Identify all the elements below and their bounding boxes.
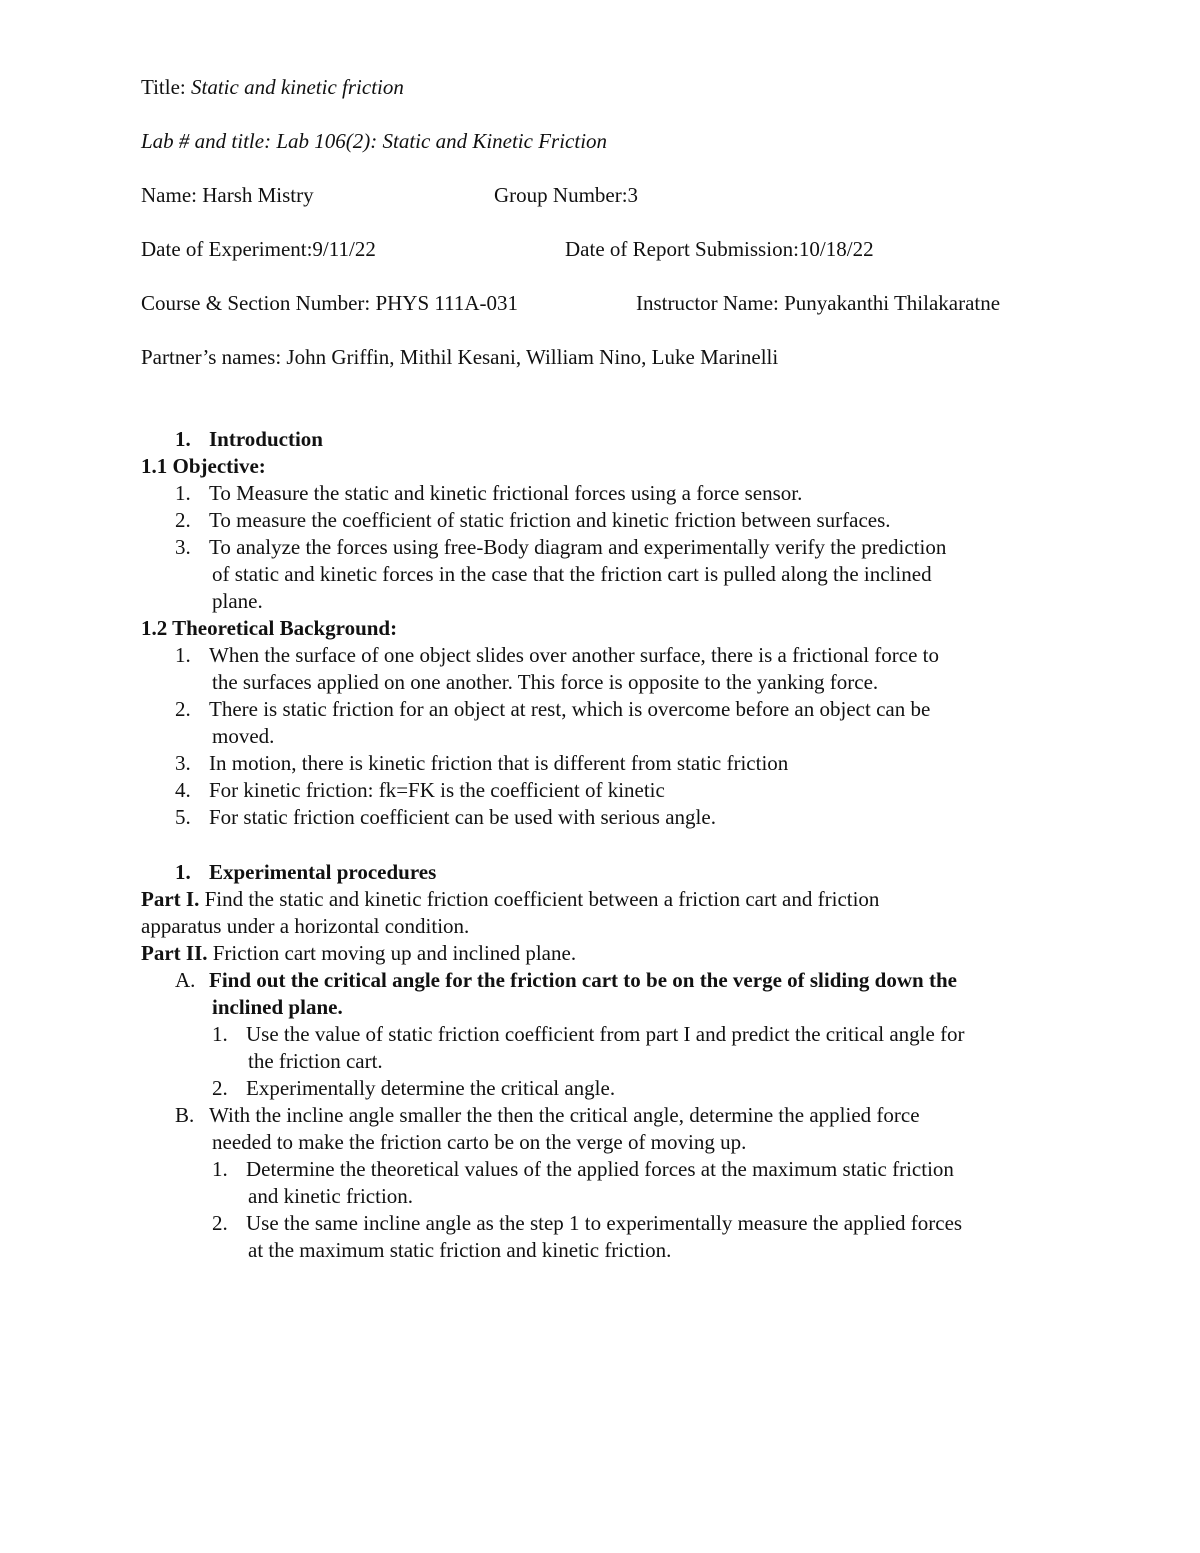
list-item: 2. Experimentally determine the critical angle. [212,1076,616,1100]
course-section: Course & Section Number: PHYS 111A-031 [141,291,519,315]
list-item: 2. There is static friction for an object at rest, which is overcome before an object can be [175,697,931,721]
step-b-continuation: needed to make the friction carto be on the verge of moving up. [212,1130,747,1154]
introduction-section [141,426,1071,831]
list-item: 1. Determine the theoretical values of the applied forces at the maximum static friction [212,1157,954,1181]
list-item: 4. For kinetic friction: fk=FK is the coefficient of kinetic [175,778,665,802]
part-two: Part II. Friction cart moving up and inclined plane. [141,941,577,965]
list-item-continuation: the friction cart. [248,1049,383,1073]
part-one: Part I. Find the static and kinetic friction coefficient between a friction cart and friction [141,887,880,911]
list-item-continuation: of static and kinetic forces in the case that the friction cart is pulled along the inclined [212,562,932,586]
list-item-continuation: plane. [212,589,263,613]
background-heading: 1.2 Theoretical Background: [141,616,398,640]
part-two-label: Part II. [141,941,208,965]
list-item: 1. To Measure the static and kinetic frictional forces using a force sensor. [175,481,803,505]
part-one-continuation: apparatus under a horizontal condition. [141,914,470,938]
step-a-continuation: inclined plane. [212,995,343,1019]
list-item: 3. In motion, there is kinetic friction that is different from static friction [175,751,789,775]
list-item: 3. To analyze the forces using free-Body diagram and experimentally verify the prediction [175,535,947,559]
list-item-continuation: the surfaces applied on one another. This force is opposite to the yanking force. [212,670,879,694]
list-item: 1. When the surface of one object slides over another surface, there is a frictional force to [175,643,940,667]
objectives-list [141,480,1071,615]
date-of-report: Date of Report Submission:10/18/22 [565,237,874,261]
section-heading-introduction: 1. Introduction [175,427,323,451]
partner-names: Partner’s names: John Griffin, Mithil Kesani, William Nino, Luke Marinelli [141,345,779,369]
part-one-label: Part I. [141,887,200,911]
lab-title: Lab # and title: Lab 106(2): Static and Kinetic Friction [141,129,608,153]
student-name: Name: Harsh Mistry [141,183,314,207]
date-of-experiment: Date of Experiment:9/11/22 [141,237,376,261]
procedures-section [141,859,1071,1264]
title-label: Title: [141,75,191,99]
list-item: 1. Use the value of static friction coefficient from part I and predict the critical angle for [212,1022,965,1046]
objective-heading: 1.1 Objective: [141,454,266,478]
group-number: Group Number:3 [494,183,639,207]
list-item: 2. Use the same incline angle as the step 1 to experimentally measure the applied forces [212,1211,963,1235]
list-item-continuation: moved. [212,724,275,748]
list-item-continuation: and kinetic friction. [248,1184,414,1208]
report-title: Static and kinetic friction [191,75,404,99]
section-heading-procedures: 1. Experimental procedures [175,860,437,884]
list-item: 5. For static friction coefficient can be used with serious angle. [175,805,716,829]
list-item: 2. To measure the coefficient of static friction and kinetic friction between surfaces. [175,508,891,532]
list-item-continuation: at the maximum static friction and kinetic friction. [248,1238,672,1262]
title-line [141,74,404,101]
background-list [141,642,1071,831]
step-a: A. Find out the critical angle for the friction cart to be on the verge of sliding down the [175,968,957,992]
instructor-name: Instructor Name: Punyakanthi Thilakaratne [636,291,1001,315]
step-b: B. With the incline angle smaller the then the critical angle, determine the applied force [175,1103,920,1127]
